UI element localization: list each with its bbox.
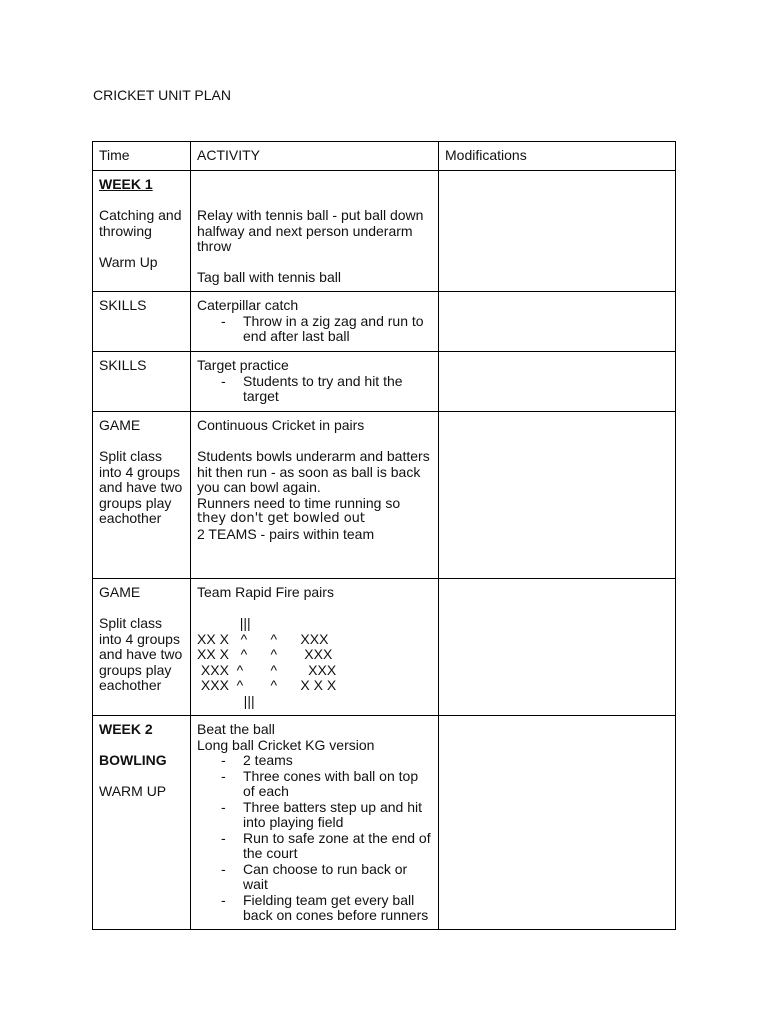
list-item: - Fielding team get every ball back on cones before runners bbox=[197, 893, 432, 924]
header-activity: ACTIVITY bbox=[191, 142, 439, 171]
time-cell bbox=[93, 171, 191, 292]
activity-text: Relay with tennis ball - put ball down halfway and next person underarm throw bbox=[197, 207, 424, 254]
list-item: - Three cones with ball on top of each bbox=[197, 769, 432, 800]
activity-cell bbox=[191, 412, 439, 579]
activity-cell bbox=[191, 171, 439, 292]
focus-label: BOWLING bbox=[99, 752, 167, 768]
activity-heading: Team Rapid Fire pairs bbox=[197, 584, 334, 600]
list-item: - Three batters step up and hit into playing field bbox=[197, 800, 432, 831]
modifications-cell bbox=[439, 579, 676, 716]
time-cell bbox=[93, 579, 191, 716]
activity-list bbox=[197, 753, 432, 924]
activity-cell bbox=[191, 716, 439, 930]
table-row bbox=[93, 352, 676, 412]
activity-heading: Continuous Cricket in pairs bbox=[197, 417, 365, 433]
modifications-cell bbox=[439, 292, 676, 352]
activity-cell bbox=[191, 579, 439, 716]
time-detail: Split class into 4 groups and have two groups play eachother bbox=[99, 615, 183, 693]
activity-text: Tag ball with tennis ball bbox=[197, 269, 341, 285]
list-item: - Throw in a zig zag and run to end after last ball bbox=[197, 314, 432, 345]
list-item: - Can choose to run back or wait bbox=[197, 862, 432, 893]
activity-text: Runners need to time running so bbox=[197, 494, 401, 511]
diagram-line: XX X ^ ^ XXX bbox=[197, 630, 329, 647]
time-label: GAME bbox=[99, 417, 141, 433]
time-cell: SKILLS bbox=[93, 352, 191, 412]
time-line: Warm Up bbox=[99, 253, 158, 270]
table-row bbox=[93, 412, 676, 579]
diagram-line: XXX ^ ^ X X X bbox=[197, 677, 337, 693]
diagram-line: XXX ^ ^ XXX bbox=[197, 661, 337, 678]
diagram-line: ||| bbox=[197, 692, 255, 709]
table-header-row bbox=[93, 142, 676, 171]
activity-text: 2 TEAMS - pairs within team bbox=[197, 525, 375, 542]
unit-plan-table bbox=[92, 141, 676, 930]
diagram-line: XX X ^ ^ XXX bbox=[197, 646, 333, 662]
week-label: WEEK 2 bbox=[99, 721, 153, 737]
document-title: CRICKET UNIT PLAN bbox=[93, 87, 231, 103]
time-line: Catching and throwing bbox=[99, 207, 182, 239]
list-item: - Students to try and hit the target bbox=[197, 374, 432, 405]
modifications-cell bbox=[439, 171, 676, 292]
activity-list bbox=[197, 314, 432, 345]
list-item: - 2 teams bbox=[197, 753, 432, 769]
modifications-cell bbox=[439, 352, 676, 412]
activity-heading: Long ball Cricket KG version bbox=[197, 736, 375, 753]
activity-text: Students bowls underarm and batters hit then run - as soon as ball is back you can bowl again. bbox=[197, 448, 430, 495]
modifications-cell bbox=[439, 716, 676, 930]
activity-list bbox=[197, 374, 432, 405]
modifications-cell bbox=[439, 412, 676, 579]
table-row bbox=[93, 716, 676, 930]
time-cell bbox=[93, 716, 191, 930]
diagram-line: ||| bbox=[197, 615, 251, 631]
activity-cell bbox=[191, 292, 439, 352]
list-item: - Run to safe zone at the end of the court bbox=[197, 831, 432, 862]
table-row bbox=[93, 171, 676, 292]
header-time: Time bbox=[93, 142, 191, 171]
week-label: WEEK 1 bbox=[99, 176, 153, 192]
time-detail: Split class into 4 groups and have two groups play eachother bbox=[99, 448, 183, 526]
table-row bbox=[93, 579, 676, 716]
warm-up-label: WARM UP bbox=[99, 783, 167, 799]
time-label: GAME bbox=[99, 584, 141, 600]
activity-heading: Beat the ball bbox=[197, 721, 275, 737]
activity-cell bbox=[191, 352, 439, 412]
activity-heading: Caterpillar catch bbox=[197, 297, 299, 313]
time-cell bbox=[93, 412, 191, 579]
header-modifications: Modifications bbox=[439, 142, 676, 171]
table-row bbox=[93, 292, 676, 352]
activity-heading: Target practice bbox=[197, 357, 289, 373]
activity-text: they don't get bowled out bbox=[197, 511, 366, 526]
time-cell: SKILLS bbox=[93, 292, 191, 352]
